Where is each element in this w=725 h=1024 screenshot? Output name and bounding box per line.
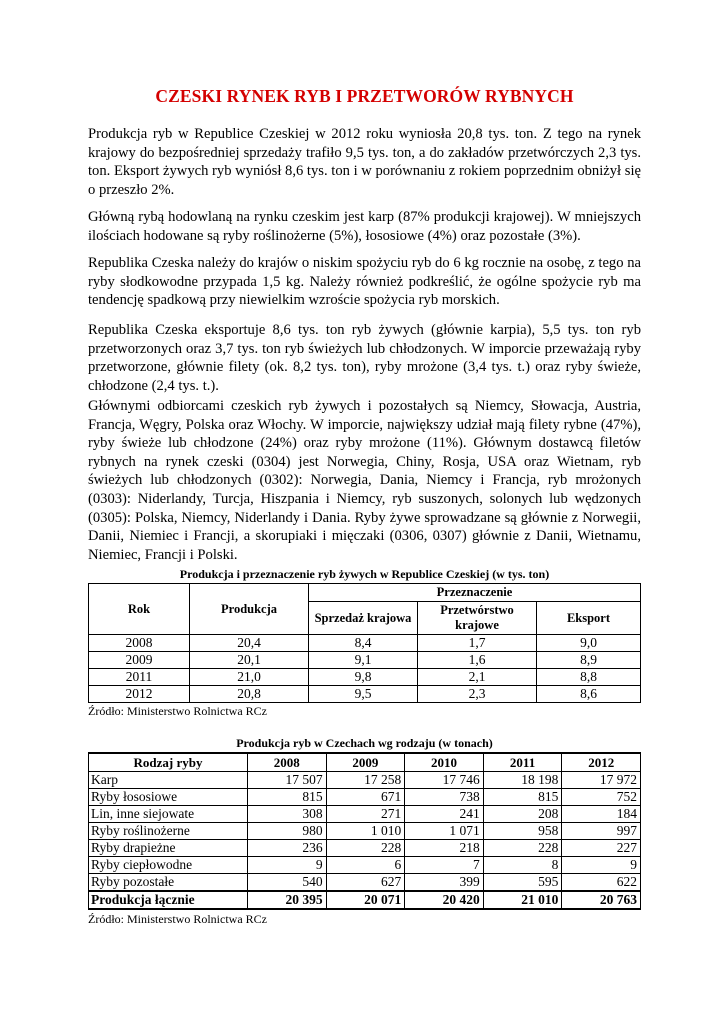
cell: 2008	[89, 635, 190, 652]
cell: 738	[405, 789, 484, 806]
row-label: Ryby roślinożerne	[89, 823, 248, 840]
cell: 9	[248, 857, 327, 874]
header-przeznaczenie: Przeznaczenie	[309, 584, 641, 602]
cell: 1,7	[418, 635, 537, 652]
table-total-row	[89, 891, 641, 909]
cell: 997	[562, 823, 641, 840]
cell: 1 010	[326, 823, 405, 840]
cell: 8,9	[537, 652, 641, 669]
table-production-destination	[88, 583, 641, 703]
paragraph-consumption: Republika Czeska należy do krajów o niskim spożyciu ryb do 6 kg rocznie na osobę, z tego na ryby słodkowodne przypada 1,5 kg. Należy również podkreślić, że ogólne spożycie ryb ma tendencję spadkową przy niewielkim wzroście spożycia ryb morskich.	[88, 255, 641, 309]
table-row	[89, 686, 641, 703]
cell: 8,6	[537, 686, 641, 703]
cell: 2012	[89, 686, 190, 703]
table-row	[89, 652, 641, 669]
cell: 9,8	[309, 669, 418, 686]
cell: 227	[562, 840, 641, 857]
cell: 2,3	[418, 686, 537, 703]
cell: 1 071	[405, 823, 484, 840]
row-label: Ryby łososiowe	[89, 789, 248, 806]
table1-source: Źródło: Ministerstwo Rolnictwa RCz	[88, 704, 267, 718]
cell: 8	[483, 857, 562, 874]
cell: 20 763	[562, 891, 641, 909]
cell: 9,0	[537, 635, 641, 652]
cell: 627	[326, 874, 405, 892]
cell: 228	[483, 840, 562, 857]
table-production-by-type	[88, 752, 641, 910]
cell: 671	[326, 789, 405, 806]
cell: 17 507	[248, 772, 327, 789]
cell: 20 071	[326, 891, 405, 909]
paragraph-trade-partners: Głównymi odbiorcami czeskich ryb żywych i pozostałych są Niemcy, Słowacja, Austria, Francja, Węgry, Polska oraz Włochy. W imporcie, największy udział mają filety rybne (47%), ryby świeże lub chłodzone (24%) oraz ryby mrożone (11%). Głównym dostawcą filetów rybnych na rynek czeski (0304) jest Norwegia, Chiny, Rosja, USA oraz Wietnam, ryb świeżych lub chłodzonych (0302): Norwegia, Dania, Niemcy i Francja, ryb mrożonych (0303): Niderlandy, Turcja, Hiszpania i Niemcy, ryb suszonych, solonych lub wędzonych (0305): Polska, Niemcy, Niderlandy i Dania. Ryby żywe sprowadzane są głównie z Norwegii, Danii, Niemiec i Francji, a skorupiaki i mięczaki (0306, 0307) głównie z Danii, Wietnamu, Niemiec, Francji i Polski.	[88, 398, 641, 563]
row-label: Lin, inne siejowate	[89, 806, 248, 823]
header-rok: Rok	[89, 584, 190, 635]
cell: 8,8	[537, 669, 641, 686]
cell: 1,6	[418, 652, 537, 669]
cell: 20,1	[190, 652, 309, 669]
document-title: CZESKI RYNEK RYB I PRZETWORÓW RYBNYCH	[155, 86, 574, 106]
table2-source: Źródło: Ministerstwo Rolnictwa RCz	[88, 912, 267, 926]
table2-caption: Produkcja ryb w Czechach wg rodzaju (w tonach)	[236, 736, 493, 750]
cell: 184	[562, 806, 641, 823]
header-year: 2010	[405, 753, 484, 772]
total-label: Produkcja łącznie	[89, 891, 248, 909]
paragraph-production: Produkcja ryb w Republice Czeskiej w 2012 roku wyniosła 20,8 tys. ton. Z tego na rynek krajowy do bezpośredniej sprzedaży trafiło 9,5 tys. ton, a do zakładów przetwórczych 2,3 tys. ton. Eksport żywych ryb wyniósł 8,6 tys. ton i w porównaniu z rokiem poprzednim obniżył się o przeszło 2%.	[88, 126, 641, 198]
paragraph-carp: Główną rybą hodowlaną na rynku czeskim jest karp (87% produkcji krajowej). W mniejszych ilościach hodowane są ryby roślinożerne (5%), łososiowe (4%) oraz pozostałe (3%).	[88, 209, 641, 244]
cell: 228	[326, 840, 405, 857]
cell: 208	[483, 806, 562, 823]
cell: 399	[405, 874, 484, 892]
cell: 17 746	[405, 772, 484, 789]
header-sprzedaz: Sprzedaż krajowa	[309, 602, 418, 635]
table-row	[89, 823, 641, 840]
row-label: Ryby ciepłowodne	[89, 857, 248, 874]
cell: 2011	[89, 669, 190, 686]
cell: 218	[405, 840, 484, 857]
cell: 980	[248, 823, 327, 840]
cell: 271	[326, 806, 405, 823]
cell: 17 972	[562, 772, 641, 789]
cell: 9,1	[309, 652, 418, 669]
cell: 308	[248, 806, 327, 823]
cell: 2009	[89, 652, 190, 669]
header-year: 2011	[483, 753, 562, 772]
cell: 21,0	[190, 669, 309, 686]
table-row	[89, 806, 641, 823]
cell: 20,8	[190, 686, 309, 703]
cell: 8,4	[309, 635, 418, 652]
table-row	[89, 874, 641, 892]
table-row	[89, 635, 641, 652]
cell: 241	[405, 806, 484, 823]
cell: 7	[405, 857, 484, 874]
cell: 815	[483, 789, 562, 806]
header-przetworstwo: Przetwórstwo krajowe	[418, 602, 537, 635]
row-label: Ryby drapieżne	[89, 840, 248, 857]
header-year: 2008	[248, 753, 327, 772]
table-row	[89, 857, 641, 874]
cell: 815	[248, 789, 327, 806]
cell: 6	[326, 857, 405, 874]
cell: 20,4	[190, 635, 309, 652]
cell: 236	[248, 840, 327, 857]
table1-caption: Produkcja i przeznaczenie ryb żywych w Republice Czeskiej (w tys. ton)	[179, 567, 550, 581]
header-year: 2012	[562, 753, 641, 772]
cell: 20 420	[405, 891, 484, 909]
row-label: Karp	[89, 772, 248, 789]
paragraph-export: Republika Czeska eksportuje 8,6 tys. ton ryb żywych (głównie karpia), 5,5 tys. ton ryb przetworzonych oraz 3,7 tys. ton ryb świeżych lub chłodzonych. W imporcie przeważają ryby przetworzone, głównie filety (ok. 8,2 tys. ton), ryby mrożone (3,4 tys. t.) oraz ryby świeże, chłodzone (2,4 tys. t.).	[88, 322, 641, 394]
header-year: 2009	[326, 753, 405, 772]
cell: 958	[483, 823, 562, 840]
cell: 20 395	[248, 891, 327, 909]
cell: 622	[562, 874, 641, 892]
table-row	[89, 772, 641, 789]
table-row	[89, 789, 641, 806]
cell: 21 010	[483, 891, 562, 909]
cell: 752	[562, 789, 641, 806]
header-rodzaj-ryby: Rodzaj ryby	[89, 753, 248, 772]
header-eksport: Eksport	[537, 602, 641, 635]
cell: 540	[248, 874, 327, 892]
row-label: Ryby pozostałe	[89, 874, 248, 892]
cell: 9,5	[309, 686, 418, 703]
cell: 17 258	[326, 772, 405, 789]
table-row	[89, 669, 641, 686]
table-row	[89, 840, 641, 857]
cell: 2,1	[418, 669, 537, 686]
cell: 595	[483, 874, 562, 892]
cell: 18 198	[483, 772, 562, 789]
header-produkcja: Produkcja	[190, 584, 309, 635]
cell: 9	[562, 857, 641, 874]
